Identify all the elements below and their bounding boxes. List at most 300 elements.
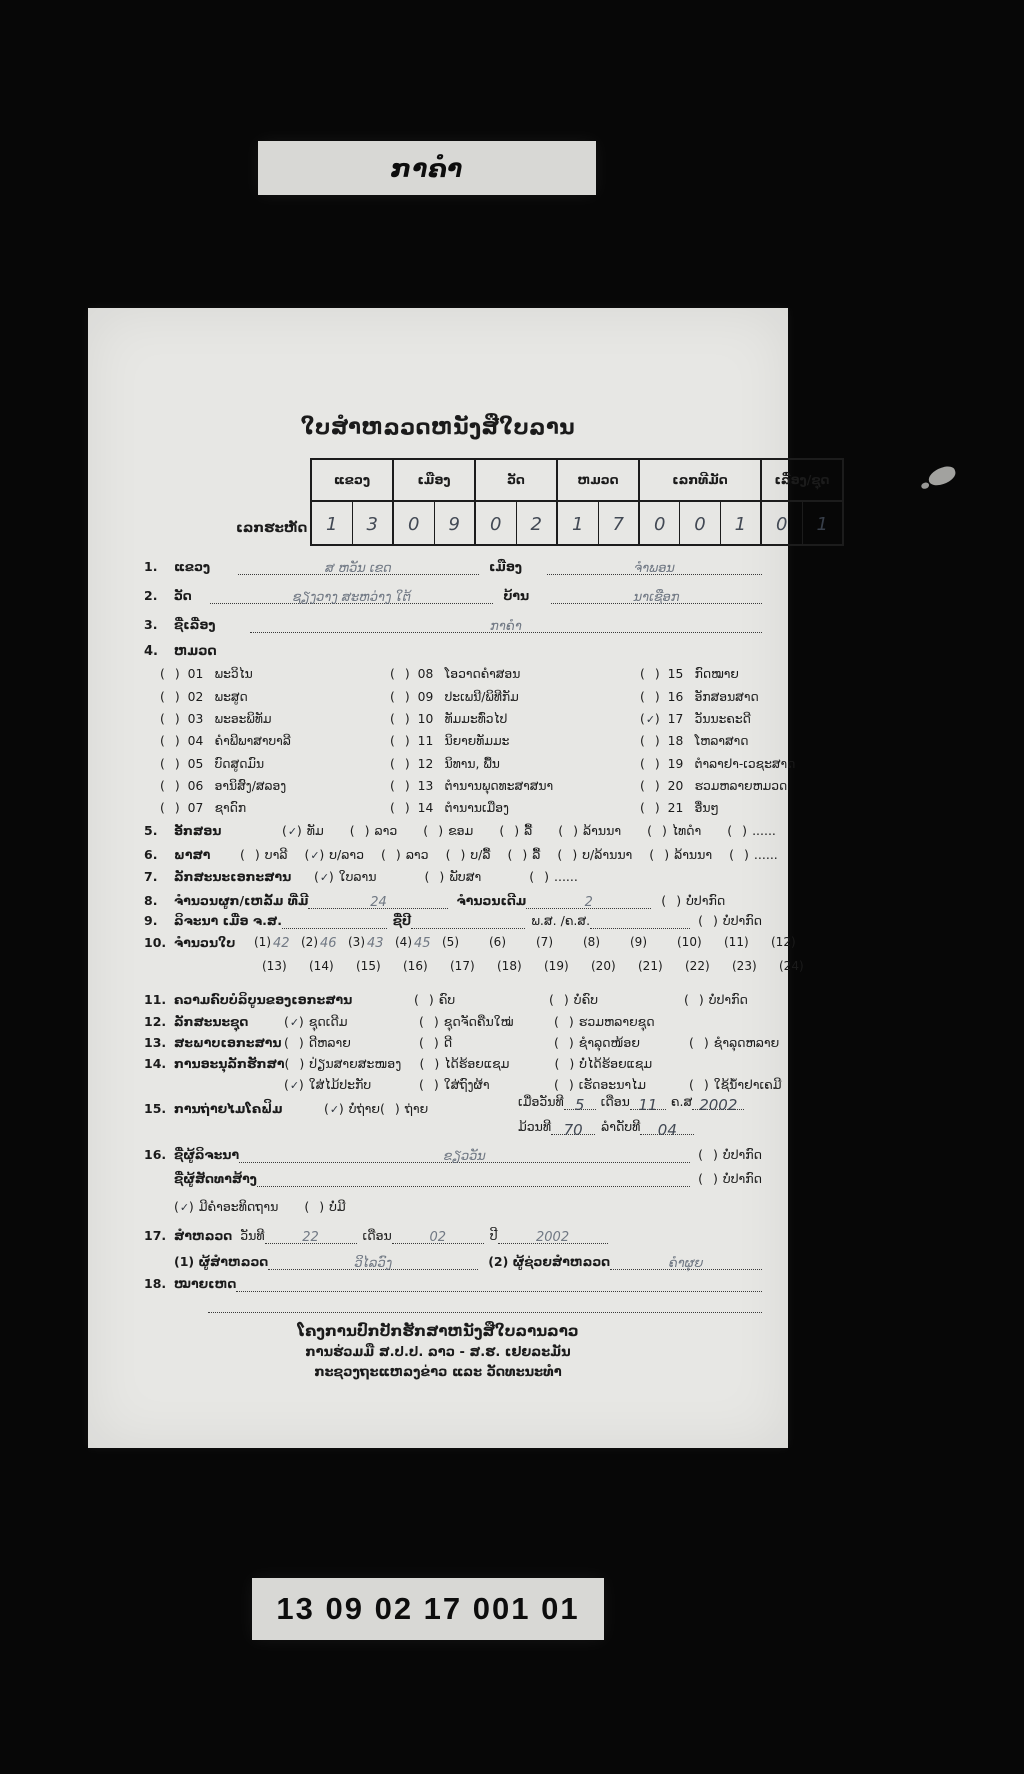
checkbox-option (285, 1056, 420, 1072)
handwritten-code-digit: 0 (653, 513, 666, 535)
checkbox-empty: ( ) (390, 756, 411, 771)
checkbox-option (284, 1014, 419, 1030)
option-label: ບໍ່ຖ່າຍ (348, 1101, 380, 1117)
handwritten-code-digit: 2 (530, 513, 542, 535)
handwritten-code-digit: 7 (612, 513, 624, 535)
field-number: 1. (144, 559, 158, 575)
option-label: ລາວ (405, 847, 429, 863)
empty-checkbox-space (356, 825, 365, 839)
option-label: ປ່ຽນສາຍສະໜອງ (309, 1056, 402, 1072)
option-label: ບ/ລາວ (329, 847, 365, 863)
leaf-slot (489, 934, 536, 950)
leaf-slot (309, 959, 356, 974)
leaf-slot-number: (2) (301, 935, 318, 950)
empty-checkbox-space (166, 668, 175, 682)
field-row-script (144, 823, 776, 839)
category-item (640, 798, 795, 820)
original-count-label: ຈຳນວນເດີມ (456, 893, 527, 909)
assistant-surveyor-label: (2) ຜູ້ຊ່ວຍສຳຫລວດ (488, 1254, 611, 1270)
dotted-line (547, 558, 762, 575)
leaf-slot (779, 959, 826, 974)
code-group (474, 460, 556, 544)
check-mark-icon: ✓ (645, 713, 657, 727)
checkbox-option (554, 1077, 689, 1093)
code-digit-cell (434, 502, 475, 544)
checkbox-option (729, 847, 778, 863)
handwritten-survey-year: 2002 (536, 1230, 570, 1245)
checkbox-empty: ( ) (160, 778, 181, 793)
checkbox-option (557, 847, 632, 863)
empty-checkbox-space (695, 1037, 704, 1051)
leaf-slot-number: (17) (450, 959, 475, 973)
empty-checkbox-space (425, 1058, 434, 1072)
empty-checkbox-space (667, 895, 676, 909)
checkbox-option (282, 823, 324, 839)
dotted-line (282, 912, 387, 929)
checkbox-empty: ( ) (284, 1035, 305, 1050)
check-mark-icon: ✓ (289, 1016, 301, 1029)
code-digit-cell (598, 502, 639, 544)
field-row-temple (144, 587, 762, 604)
category-code: 21 (667, 801, 684, 816)
leaf-slot-number: (1) (254, 935, 271, 950)
code-digit-cell (720, 502, 760, 544)
code-row-label: ເລກຮະຫັດ (236, 520, 308, 536)
checkbox-option (314, 869, 377, 885)
language-options (240, 847, 778, 863)
category-code: 14 (417, 801, 434, 816)
checkbox-empty: ( ) (160, 734, 181, 749)
checkbox-option (554, 1014, 655, 1030)
checkbox-option (160, 690, 181, 705)
option-label: ລ້ານນາ (583, 823, 622, 839)
empty-checkbox-space (290, 1058, 299, 1072)
category-label: ອານິສົງ/ສລອງ (214, 778, 287, 793)
category-column-3 (640, 664, 795, 820)
code-group-label: ແຂວງ (312, 460, 392, 502)
dotted-line (498, 1227, 608, 1244)
checkbox-empty: ( ) (554, 1035, 575, 1050)
checkbox-checked: (✓) (284, 1014, 305, 1029)
field-row-set-type (144, 1014, 762, 1030)
category-label: ນິທານ, ພື້ນ (444, 756, 500, 771)
option-label: ...... (753, 847, 778, 863)
empty-checkbox-space (387, 849, 396, 863)
category-code: 04 (187, 734, 204, 749)
code-table (310, 458, 844, 546)
checkbox-option (390, 667, 411, 682)
category-item (640, 664, 795, 686)
checkbox-option (390, 757, 411, 772)
option-label: ຊຸດຈັດຄືນໃໝ່ (443, 1014, 514, 1030)
option-label: ລາວ (374, 823, 398, 839)
handwritten-leaf-count: 46 (320, 936, 337, 951)
checkbox-option (380, 1101, 428, 1117)
temple-label: ວັດ (174, 588, 192, 604)
category-section-header (144, 644, 217, 660)
handwritten-code-digit: 1 (816, 513, 828, 535)
checkbox-empty: ( ) (649, 847, 671, 862)
empty-checkbox-space (396, 758, 405, 772)
category-label: ອື່ນໆ (694, 801, 719, 816)
dotted-line (610, 1253, 762, 1270)
empty-checkbox-space (166, 780, 175, 794)
empty-checkbox-space (425, 1037, 434, 1051)
dotted-line (239, 1146, 690, 1163)
empty-checkbox-space (560, 1058, 569, 1072)
checkbox-empty: ( ) (160, 667, 181, 682)
checkbox-empty: ( ) (419, 1014, 440, 1029)
film-code-board (252, 1578, 604, 1640)
leaf-slot-number: (15) (356, 959, 381, 973)
option-label: ບໍ່ປາກົດ (722, 1171, 762, 1187)
empty-checkbox-space (430, 871, 439, 885)
dotted-line (208, 1296, 762, 1313)
category-item (390, 709, 553, 731)
checkbox-empty: ( ) (661, 893, 683, 909)
leaf-slot (544, 959, 591, 974)
checkbox-empty: ( ) (390, 667, 411, 682)
category-label: ບົດສູດມົນ (214, 756, 265, 771)
option-label: ຂອມ (448, 823, 474, 839)
completeness-options (414, 992, 748, 1008)
dotted-line (640, 1119, 694, 1139)
checkbox-option (640, 801, 661, 816)
leaf-slot-number: (23) (732, 959, 757, 973)
dotted-line (236, 1275, 762, 1292)
code-digit-cell (394, 502, 434, 544)
checkbox-empty: ( ) (549, 992, 570, 1007)
empty-checkbox-space (695, 1079, 704, 1093)
empty-checkbox-space (655, 849, 664, 863)
leaf-slot (724, 934, 771, 950)
condition-options (284, 1035, 779, 1051)
leaf-slots-1-12 (254, 934, 818, 950)
checkbox-empty: ( ) (390, 734, 411, 749)
category-item (160, 798, 291, 820)
checkbox-option (529, 869, 578, 885)
category-item (390, 798, 553, 820)
field-number: 6. (144, 847, 158, 863)
checkbox-checked: (✓) (324, 1101, 345, 1116)
category-item (390, 664, 553, 686)
checkbox-empty: ( ) (419, 1056, 441, 1071)
empty-checkbox-space (564, 825, 573, 839)
film-date-label: ເມື່ອວັນທີ (518, 1094, 564, 1110)
empty-checkbox-space (735, 849, 744, 863)
checkbox-option (160, 712, 181, 727)
leaf-slot-number: (8) (583, 935, 600, 950)
code-digit-cell (312, 502, 352, 544)
checkbox-option (419, 1077, 554, 1093)
field-number: 16. (144, 1147, 167, 1163)
checkbox-empty: ( ) (698, 1147, 719, 1163)
option-label: ຮວມຫລາຍຊຸດ (578, 1014, 655, 1030)
checkbox-empty: ( ) (640, 734, 661, 749)
code-group-label: ເລກທີມັດ (640, 460, 760, 502)
empty-checkbox-space (646, 691, 655, 705)
empty-checkbox-space (646, 758, 655, 772)
option-label: ຄົບ (438, 992, 456, 1008)
field-number: 2. (144, 588, 158, 604)
category-item (160, 686, 291, 708)
checkbox-option (684, 992, 748, 1008)
dotted-line (590, 912, 690, 929)
leaf-slot-number: (22) (685, 959, 710, 973)
checkbox-option (160, 801, 181, 816)
category-item (160, 664, 291, 686)
checkbox-empty: ( ) (554, 1056, 576, 1071)
category-item (160, 775, 291, 797)
option-label: ໄດ້ຮ້ອຍແຊມ (444, 1056, 510, 1072)
footer-cooperation-line: ການຮ່ວມມື ສ.ປ.ປ. ລາວ - ສ.ຮ. ເຢຍລະມັນ (305, 1345, 571, 1360)
option-label: ຊຳລຸດຫລາຍ (713, 1035, 780, 1051)
checkbox-option (390, 779, 411, 794)
category-label: ໂຫລາສາດ (694, 734, 749, 749)
checkbox-empty: ( ) (414, 992, 435, 1007)
survey-form-page (88, 308, 830, 1448)
leaf-slot-number: (11) (724, 935, 749, 950)
category-column-1 (160, 664, 291, 820)
fascicle-count-label: ຈຳນວນຜູກ/ເຫລັ້ມ ທີ່ມີ (174, 893, 309, 909)
option-label: ບໍ່ຄົບ (573, 992, 599, 1008)
field-row-preservation (144, 1056, 762, 1072)
empty-checkbox-space (166, 802, 175, 816)
category-code: 12 (417, 756, 434, 771)
option-label: ລ້ານນາ (674, 847, 713, 863)
microfilm-reel-line (518, 1119, 772, 1139)
field-number: 8. (144, 893, 158, 909)
empty-checkbox-space (560, 1016, 569, 1030)
option-label: ຊຳລຸດໜ້ອຍ (578, 1035, 640, 1051)
category-item (160, 731, 291, 753)
category-code: 16 (667, 689, 684, 704)
empty-checkbox-space (733, 825, 742, 839)
dotted-line (630, 1094, 666, 1114)
checkbox-empty: ( ) (529, 869, 551, 884)
dedication-options (174, 1199, 346, 1215)
checkbox-empty: ( ) (507, 847, 529, 862)
handwritten-village: ນາເຊືອກ (633, 590, 680, 605)
handwritten-code-digit: 3 (366, 513, 378, 535)
option-label: ບໍ່ປາກົດ (708, 992, 748, 1008)
language-label: ພາສາ (174, 847, 211, 863)
handwritten-film-year: 2002 (699, 1096, 738, 1114)
category-label: ວັນນະຄະດີ (694, 712, 751, 727)
surveyor-label: (1) ຜູ້ສຳຫລວດ (174, 1254, 269, 1270)
option-label: ໃສ່ຖົງຜ້າ (443, 1077, 490, 1093)
preservation-options-1 (285, 1056, 653, 1072)
handwritten-survey-month: 02 (429, 1230, 447, 1245)
checkbox-option (508, 847, 541, 863)
handwritten-province: ສ ຫວັນ ເຂດ (325, 561, 392, 576)
checkbox-option (390, 801, 411, 816)
category-code: 20 (667, 778, 684, 793)
leaf-slot-number: (12) (771, 935, 796, 950)
checkbox-option (390, 690, 411, 705)
field-row-remarks-continued (144, 1296, 762, 1313)
microfilm-detail-block (518, 1094, 772, 1144)
empty-checkbox-space (396, 691, 405, 705)
checkbox-option (390, 734, 411, 749)
leaf-slot-number: (10) (677, 935, 702, 950)
checkbox-checked: (✓) (282, 823, 303, 838)
checkbox-option (640, 712, 661, 727)
field-row-surveyors (144, 1253, 762, 1270)
category-item (160, 709, 291, 731)
category-item (640, 775, 795, 797)
code-group (638, 460, 760, 544)
field-row-province (144, 558, 762, 575)
checkbox-option (350, 823, 398, 839)
field-number: 17. (144, 1228, 167, 1244)
checkbox-option (174, 1199, 278, 1215)
handwritten-code-digit: 1 (572, 513, 584, 535)
option-label: ລື້ (524, 823, 533, 839)
checkbox-option (414, 992, 549, 1008)
reel-label: ມ້ວນທີ (518, 1119, 552, 1135)
empty-checkbox-space (425, 1079, 434, 1093)
option-label: ໃສ່ໄມ້ປະກັບ (308, 1077, 372, 1093)
category-item (640, 731, 795, 753)
checkbox-option (698, 1147, 762, 1163)
checkbox-option (558, 823, 621, 839)
microfilm-label: ການຖ່າຍໄມໂຄຟິມ (174, 1101, 283, 1117)
empty-checkbox-space (646, 780, 655, 794)
checkbox-empty: ( ) (419, 1077, 440, 1092)
option-label: ໃບລານ (338, 869, 377, 885)
check-mark-icon: ✓ (287, 825, 299, 838)
leaf-slot (356, 959, 403, 974)
checkbox-empty: ( ) (240, 847, 261, 862)
script-label: ອັກສອນ (174, 823, 222, 839)
field-row-sponsor (144, 1170, 762, 1187)
checkbox-option (160, 757, 181, 772)
checkbox-empty: ( ) (647, 823, 668, 838)
option-label: ຖ່າຍ (404, 1101, 429, 1117)
option-label: ຊຸດເດີມ (308, 1014, 348, 1030)
village-label: ບ້ານ (503, 588, 530, 604)
empty-checkbox-space (646, 668, 655, 682)
leaf-slot (677, 934, 724, 950)
leaf-slot-number: (14) (309, 959, 334, 973)
checkbox-empty: ( ) (304, 1199, 326, 1214)
category-item (640, 753, 795, 775)
checkbox-empty: ( ) (558, 823, 579, 838)
empty-checkbox-space (704, 1149, 713, 1163)
leaf-slot (497, 959, 544, 974)
checkbox-option (423, 823, 473, 839)
preservation-label: ການອະນຸລັກຮັກສາ (174, 1056, 285, 1072)
category-label: ພະສູດ (214, 689, 248, 704)
dotted-line (551, 1119, 595, 1139)
category-code: 05 (187, 756, 204, 771)
handwritten-original-count: 2 (584, 895, 593, 910)
category-code: 01 (187, 667, 204, 682)
checkbox-empty: ( ) (390, 778, 411, 793)
checkbox-option (727, 823, 776, 839)
field-number: 10. (144, 934, 167, 950)
leaf-slot (262, 959, 309, 974)
checkbox-option (425, 869, 482, 885)
checkbox-option (390, 712, 411, 727)
field-number: 11. (144, 992, 167, 1008)
document-type-label: ລັກສະນະເອກະສານ (174, 869, 292, 885)
checkbox-empty: ( ) (160, 756, 181, 771)
field-number: 18. (144, 1276, 167, 1292)
leaf-slot-number: (9) (630, 935, 647, 950)
empty-checkbox-space (290, 1037, 299, 1051)
checkbox-empty: ( ) (390, 689, 411, 704)
empty-checkbox-space (310, 1201, 319, 1215)
survey-day-label: ວັນທີ (240, 1228, 265, 1244)
written-era-label: ລິຈະນາ ເມື່ອ ຈ.ສ. (174, 913, 283, 929)
checkbox-option (240, 847, 287, 863)
checkbox-empty: ( ) (380, 1101, 401, 1116)
dotted-line (392, 1227, 484, 1244)
code-digit-cell (516, 502, 557, 544)
scribe-label: ຊື່ຜູ້ລິຈະນາ (174, 1147, 240, 1163)
leaf-slot-number: (24) (779, 959, 804, 973)
dotted-line (411, 912, 525, 929)
code-group (760, 460, 842, 544)
dotted-line (257, 1170, 690, 1187)
footer-program-name: ໂຄງການປົກປັກຮັກສາຫນັງສືໃບລານລາວ (297, 1322, 579, 1340)
empty-checkbox-space (166, 713, 175, 727)
field-row-fascicle-count (144, 892, 762, 909)
code-digit-cell (679, 502, 719, 544)
checkbox-checked: (✓) (640, 712, 661, 727)
not-apparent-option (698, 1171, 762, 1187)
checkbox-empty: ( ) (729, 847, 750, 862)
checkbox-empty: ( ) (423, 823, 445, 838)
empty-checkbox-space (429, 825, 438, 839)
code-digit-cell (762, 502, 802, 544)
checkbox-option (304, 847, 364, 863)
leaf-slot-number: (16) (403, 959, 428, 973)
preservation-options-2 (284, 1077, 782, 1093)
checkbox-option (661, 893, 725, 909)
leaf-slots-13-24 (262, 959, 826, 974)
handwritten-surveyor-name: ວິໄລວົງ (354, 1256, 392, 1271)
manuscript-code-number: 13 09 02 17 001 01 (276, 1591, 580, 1626)
category-item (390, 775, 553, 797)
category-label: ພະວິໄນ (214, 667, 253, 682)
script-options (282, 823, 776, 839)
checkbox-checked: (✓) (284, 1077, 305, 1092)
be-ce-label: ພ.ສ. /ຄ.ສ. (531, 913, 591, 929)
empty-checkbox-space (646, 735, 655, 749)
checkbox-option (419, 1035, 554, 1051)
checkbox-empty: ( ) (419, 1035, 440, 1050)
category-code: 06 (187, 778, 204, 793)
dotted-line (268, 1253, 478, 1270)
checkbox-option (304, 1199, 345, 1215)
category-label: ຕຳລາຢາ-ເວຊະສາດ (694, 756, 796, 771)
checkbox-option (689, 1077, 782, 1093)
handwritten-scribe-name: ຂຽວວັນ (443, 1149, 486, 1164)
option-label: ທັມ (306, 823, 324, 839)
leaf-slot (591, 959, 638, 974)
checkbox-empty: ( ) (689, 1077, 710, 1092)
leaf-slot (254, 934, 301, 950)
province-label: ແຂວງ (174, 559, 211, 575)
option-label: ...... (554, 869, 578, 885)
field-number: 7. (144, 869, 158, 885)
leaf-slot (450, 959, 497, 974)
film-title-board (258, 141, 596, 195)
not-apparent-option (661, 893, 725, 909)
